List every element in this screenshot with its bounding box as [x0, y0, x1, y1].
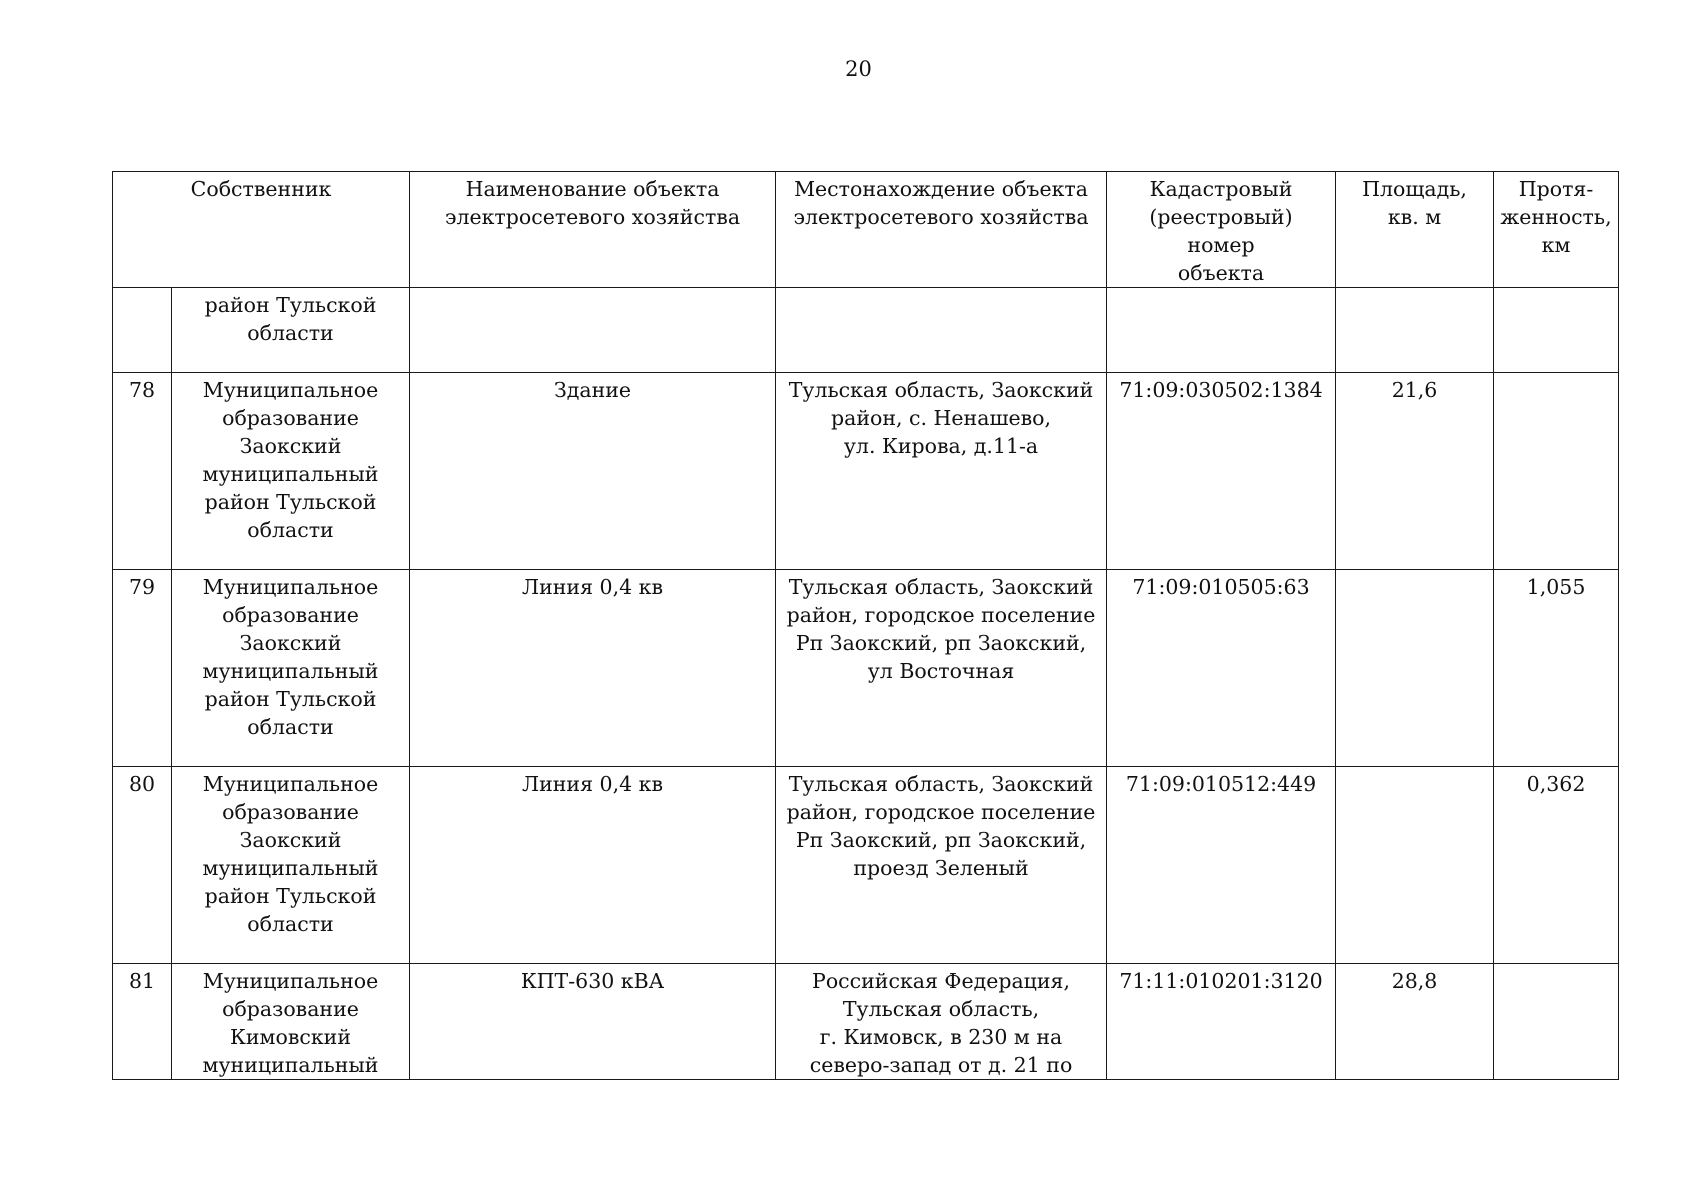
table-row	[113, 373, 1619, 570]
cadastral-cell: 71:09:010505:63	[1107, 570, 1336, 767]
area-cell	[1336, 288, 1494, 373]
header-object-name: Наименование объекта электросетевого хозяйства	[410, 172, 776, 288]
row-number	[113, 288, 172, 373]
area-cell	[1336, 767, 1494, 964]
location-cell: Тульская область, Заокский район, городское поселение Рп Заокский, рп Заокский, ул Восточная	[776, 570, 1107, 767]
location-cell: Российская Федерация, Тульская область, г. Кимовск, в 230 м на северо-запад от д. 21 по	[776, 964, 1107, 1080]
object-name-cell: КПТ-630 кВА	[410, 964, 776, 1080]
length-cell	[1494, 373, 1619, 570]
property-registry-table	[112, 171, 1619, 1080]
table-row	[113, 570, 1619, 767]
cadastral-cell: 71:11:010201:3120	[1107, 964, 1336, 1080]
header-length: Протя- женность, км	[1494, 172, 1619, 288]
location-cell: Тульская область, Заокский район, с. Ненашево, ул. Кирова, д.11-а	[776, 373, 1107, 570]
location-cell: Тульская область, Заокский район, городское поселение Рп Заокский, рп Заокский, проезд Зеленый	[776, 767, 1107, 964]
owner-cell: Муниципальное образование Заокский муниципальный район Тульской области	[172, 767, 410, 964]
object-name-cell: Линия 0,4 кв	[410, 570, 776, 767]
object-name-cell: Здание	[410, 373, 776, 570]
table-row	[113, 964, 1619, 1080]
area-cell: 21,6	[1336, 373, 1494, 570]
cadastral-cell	[1107, 288, 1336, 373]
table-header-row	[113, 172, 1619, 288]
area-cell	[1336, 570, 1494, 767]
length-cell	[1494, 964, 1619, 1080]
owner-cell: Муниципальное образование Заокский муниципальный район Тульской области	[172, 373, 410, 570]
length-cell	[1494, 288, 1619, 373]
row-number: 80	[113, 767, 172, 964]
header-cadastral-number: Кадастровый (реестровый) номер объекта	[1107, 172, 1336, 288]
length-cell: 1,055	[1494, 570, 1619, 767]
owner-cell: Муниципальное образование Кимовский муниципальный	[172, 964, 410, 1080]
cadastral-cell: 71:09:010512:449	[1107, 767, 1336, 964]
table-row	[113, 767, 1619, 964]
page-number: 20	[845, 57, 872, 81]
header-area: Площадь, кв. м	[1336, 172, 1494, 288]
cadastral-cell: 71:09:030502:1384	[1107, 373, 1336, 570]
row-number: 81	[113, 964, 172, 1080]
location-cell	[776, 288, 1107, 373]
length-cell: 0,362	[1494, 767, 1619, 964]
owner-cell: район Тульской области	[172, 288, 410, 373]
row-number: 78	[113, 373, 172, 570]
object-name-cell: Линия 0,4 кв	[410, 767, 776, 964]
row-number: 79	[113, 570, 172, 767]
header-location: Местонахождение объекта электросетевого хозяйства	[776, 172, 1107, 288]
object-name-cell	[410, 288, 776, 373]
area-cell: 28,8	[1336, 964, 1494, 1080]
header-owner: Собственник	[113, 172, 410, 288]
table-row	[113, 288, 1619, 373]
owner-cell: Муниципальное образование Заокский муниципальный район Тульской области	[172, 570, 410, 767]
